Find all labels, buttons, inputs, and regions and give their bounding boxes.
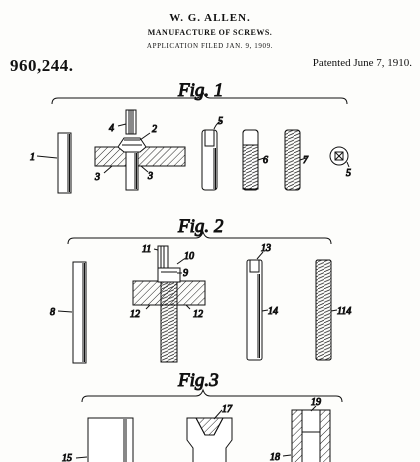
fig2-set-screw — [316, 260, 331, 360]
fig2-socket-die — [133, 246, 205, 362]
ref-numeral-10: 10 — [184, 251, 194, 262]
ref-numeral-12: 12 — [130, 309, 140, 320]
ref-numeral-8: 8 — [50, 307, 55, 318]
ref-numeral-2: 2 — [152, 124, 157, 135]
ref-numeral-13: 13 — [261, 243, 271, 254]
patent-subject: MANUFACTURE OF SCREWS. — [147, 28, 273, 37]
inventor-name: W. G. ALLEN. — [169, 12, 251, 24]
fig2-socket-blank — [247, 260, 262, 360]
ref-numeral-3b: 3 — [148, 171, 153, 182]
fig2-blank — [73, 262, 86, 363]
ref-numeral-5b: 5 — [346, 168, 351, 179]
ref-numeral-1: 1 — [30, 152, 35, 163]
leader-line — [186, 305, 190, 309]
leader-line — [177, 259, 184, 264]
fig3-large-blank — [88, 418, 133, 462]
leader-line — [146, 305, 150, 309]
fig3-recessed-blank — [187, 418, 232, 462]
fig1-end-view — [330, 147, 348, 165]
fig1-slotted-blank — [202, 130, 217, 190]
fig1-label: Fig. 1 — [178, 80, 224, 101]
leader-line — [140, 133, 150, 140]
leader-line — [76, 457, 87, 458]
fig3-label: Fig.3 — [178, 370, 219, 391]
leader-line — [283, 455, 291, 456]
ref-numeral-18: 18 — [270, 452, 280, 462]
leader-line — [141, 166, 148, 172]
ref-numeral-15: 15 — [62, 453, 72, 462]
fig1-threaded-screw — [285, 130, 300, 190]
fig3-brace — [82, 390, 342, 402]
ref-numeral-9: 9 — [183, 268, 188, 279]
ref-numeral-3: 3 — [95, 172, 100, 183]
ref-numeral-14: 14 — [268, 306, 278, 317]
fig1-partially-threaded-blank — [243, 130, 258, 190]
leader-line — [104, 166, 112, 173]
fig3-socket-blank — [292, 410, 330, 462]
leader-line — [37, 156, 57, 158]
patent-date: Patented June 7, 1910. — [312, 57, 412, 69]
fig1-heading-die — [95, 110, 185, 190]
ref-numeral-17: 17 — [222, 404, 232, 415]
fig2-label: Fig. 2 — [178, 216, 224, 237]
ref-numeral-7: 7 — [303, 155, 308, 166]
leader-line — [58, 311, 72, 312]
ref-numeral-5: 5 — [218, 116, 223, 127]
leader-line — [154, 249, 158, 250]
leader-line — [118, 124, 126, 126]
ref-numeral-114: 114 — [337, 306, 352, 317]
ref-numeral-19: 19 — [311, 397, 321, 408]
application-filed-date: APPLICATION FILED JAN. 9, 1909. — [146, 42, 274, 50]
ref-numeral-12b: 12 — [193, 309, 203, 320]
ref-numeral-4: 4 — [109, 123, 114, 134]
patent-number: 960,244. — [10, 56, 74, 75]
ref-numeral-11: 11 — [142, 244, 152, 255]
ref-numeral-6: 6 — [263, 155, 268, 166]
fig1-blank — [58, 133, 71, 193]
leader-line — [347, 162, 349, 167]
